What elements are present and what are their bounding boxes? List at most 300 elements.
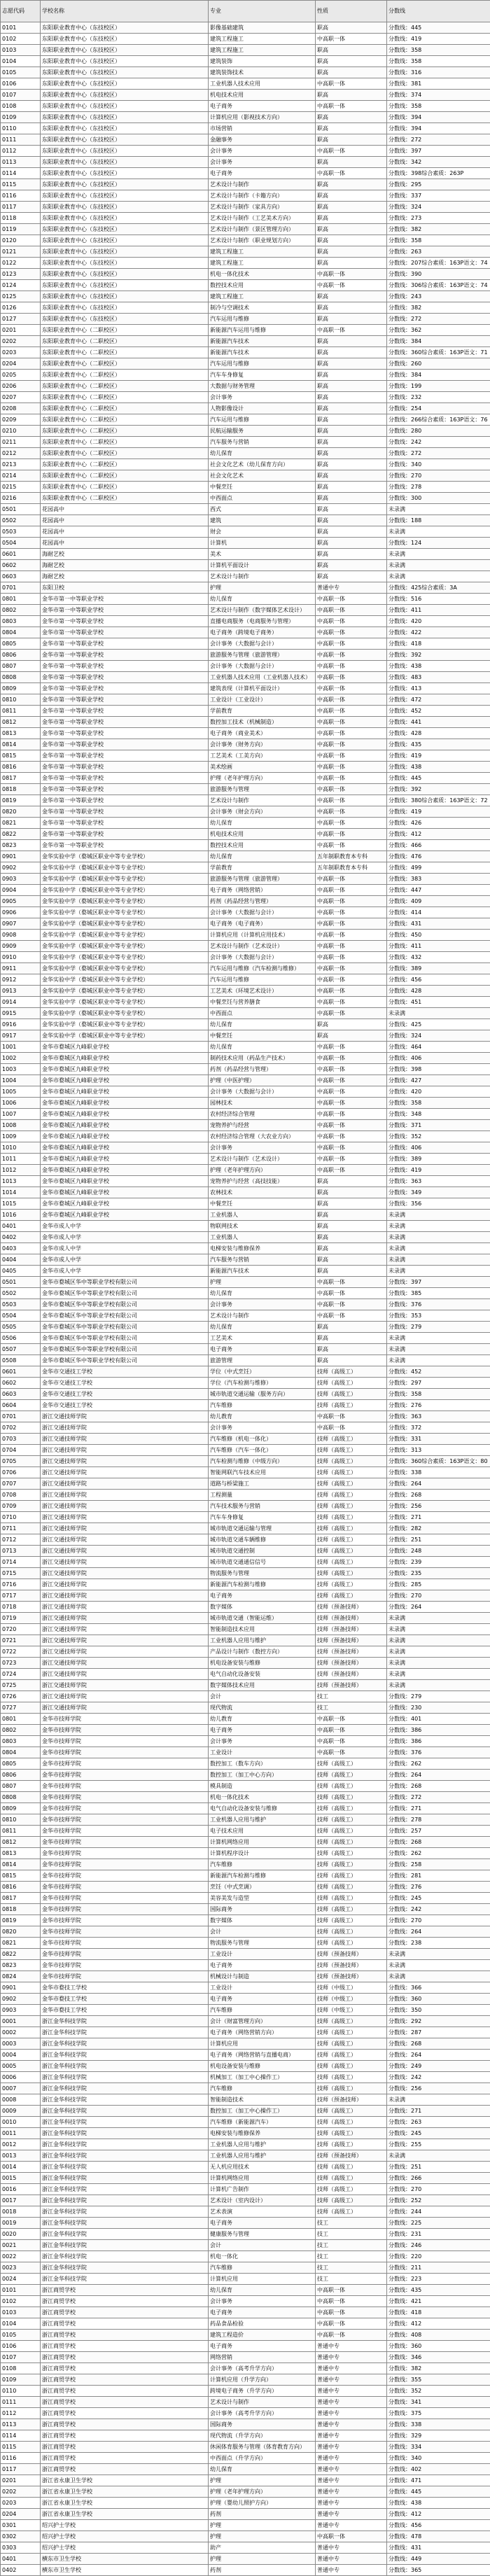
cell-score-line: 分数线：264 <box>387 1770 490 1781</box>
cell-major: 艺术设计与制作（卡籍方向） <box>209 190 316 202</box>
cell-volunteer-code: 0503 <box>1 526 41 538</box>
cell-school-type: 中高职一体 <box>316 1131 387 1142</box>
table-row <box>1 2139 490 2150</box>
cell-school-name: 金华市技师学院 <box>41 1837 209 1848</box>
cell-major: 汽车运用与维修 <box>209 414 316 426</box>
cell-school-name: 金华市成人中学 <box>41 1221 209 1232</box>
table-row <box>1 661 490 672</box>
cell-score-line: 分数线：249 <box>387 2061 490 2072</box>
cell-major: 建筑表现（计算机平面设计） <box>209 683 316 694</box>
cell-score-line: 分数线：297 <box>387 1378 490 1389</box>
cell-school-type: 技师（预备技师） <box>316 1658 387 1669</box>
cell-volunteer-code: 0906 <box>1 907 41 918</box>
table-row <box>1 1736 490 1747</box>
cell-score-line: 分数线：245 <box>387 1893 490 1904</box>
cell-score-line: 分数线：431 <box>387 2542 490 2554</box>
cell-school-name: 浙江交通技师学院 <box>41 1691 209 1702</box>
cell-school-name: 浙江交通技师学院 <box>41 1523 209 1534</box>
table-row <box>1 1411 490 1422</box>
cell-volunteer-code: 0302 <box>1 2531 41 2542</box>
cell-volunteer-code: 0106 <box>1 78 41 90</box>
cell-major: 智能网联汽车技术应用 <box>209 1467 316 1478</box>
cell-school-type: 职高 <box>316 157 387 168</box>
cell-school-type: 技师（高级工） <box>316 1546 387 1557</box>
cell-major: 产品设计与制作（数控方向） <box>209 1646 316 1658</box>
cell-volunteer-code: 0402 <box>1 2565 41 2576</box>
table-row <box>1 1949 490 1960</box>
table-row <box>1 1714 490 1725</box>
table-row <box>1 1568 490 1579</box>
cell-volunteer-code: 0006 <box>1 2072 41 2083</box>
table-row <box>1 2341 490 2352</box>
table-row <box>1 2150 490 2162</box>
cell-school-type: 中高职一体 <box>316 1154 387 1165</box>
table-row <box>1 2027 490 2038</box>
cell-score-line: 分数线：264 <box>387 1926 490 1938</box>
cell-score-line: 分数线：411 <box>387 605 490 616</box>
table-row <box>1 2094 490 2106</box>
table-row <box>1 918 490 930</box>
table-row <box>1 650 490 661</box>
cell-school-type: 普通中专 <box>316 2442 387 2453</box>
table-row <box>1 2128 490 2139</box>
cell-volunteer-code: 0023 <box>1 2262 41 2274</box>
cell-major: 建筑工程造价 <box>209 2330 316 2341</box>
cell-score-line: 分数线：279 <box>387 1691 490 1702</box>
table-row <box>1 2117 490 2128</box>
cell-school-type: 技师（高级工） <box>316 2117 387 2128</box>
cell-volunteer-code: 0202 <box>1 336 41 347</box>
cell-score-line: 未录满 <box>387 1949 490 1960</box>
cell-volunteer-code: 0207 <box>1 392 41 403</box>
cell-school-type: 中高职一体 <box>316 616 387 627</box>
cell-score-line: 分数线：352 <box>387 2386 490 2397</box>
cell-score-line: 未录满 <box>387 1266 490 1277</box>
cell-school-name: 东阳职业教育中心（东技校区） <box>41 146 209 157</box>
cell-volunteer-code: 0127 <box>1 314 41 325</box>
cell-school-type: 职高 <box>316 291 387 302</box>
cell-score-line: 未录满 <box>387 1254 490 1266</box>
cell-score-line: 分数线：422 <box>387 627 490 638</box>
table-row <box>1 1501 490 1512</box>
cell-school-name: 东阳职业教育中心（二职校区） <box>41 493 209 504</box>
cell-major: 会计事务（大数据与会计） <box>209 952 316 963</box>
cell-volunteer-code: 0704 <box>1 1445 41 1456</box>
cell-score-line: 分数线：363 <box>387 1176 490 1187</box>
cell-school-name: 浙江金华科技学院 <box>41 2218 209 2229</box>
cell-major: 幼儿保育 <box>209 1042 316 1053</box>
cell-score-line: 未录满 <box>387 549 490 560</box>
cell-volunteer-code: 0209 <box>1 414 41 426</box>
cell-score-line: 未录满 <box>387 571 490 582</box>
cell-score-line: 分数线：383 <box>387 874 490 885</box>
cell-school-name: 金华市第一中等职业学校 <box>41 594 209 605</box>
table-row <box>1 1344 490 1355</box>
table-row <box>1 1826 490 1837</box>
cell-score-line: 分数线：268 <box>387 1781 490 1792</box>
cell-score-line: 分数线：207综合素质：163P语文：74 <box>387 258 490 269</box>
cell-school-type: 技师（高级工） <box>316 2106 387 2117</box>
cell-volunteer-code: 0108 <box>1 101 41 112</box>
cell-major: 烹饪（中式烹调） <box>209 1882 316 1893</box>
cell-score-line: 分数线：389 <box>387 1154 490 1165</box>
cell-school-name: 金华市第一中等职业学校 <box>41 717 209 728</box>
cell-volunteer-code: 0501 <box>1 504 41 515</box>
cell-volunteer-code: 0117 <box>1 202 41 213</box>
table-row <box>1 1646 490 1658</box>
table-row <box>1 963 490 974</box>
cell-school-type: 职高 <box>316 213 387 224</box>
cell-school-type: 中高职一体 <box>316 2285 387 2296</box>
cell-major: 计算机网络应用 <box>209 1837 316 1848</box>
cell-major: 护理 <box>209 582 316 594</box>
table-row <box>1 1781 490 1792</box>
cell-score-line: 分数线：242 <box>387 2072 490 2083</box>
cell-major: 幼儿保育 <box>209 2285 316 2296</box>
cell-volunteer-code: 0603 <box>1 571 41 582</box>
cell-score-line: 分数线：472 <box>387 694 490 706</box>
cell-score-line: 分数线：401 <box>387 1714 490 1725</box>
cell-school-name: 东阳职业教育中心（东技校区） <box>41 34 209 45</box>
cell-major: 幼儿保育 <box>209 818 316 829</box>
table-row <box>1 504 490 515</box>
cell-school-type: 职高 <box>316 235 387 246</box>
cell-school-type: 中高职一体 <box>316 1747 387 1758</box>
cell-school-type: 技师（高级工） <box>316 1389 387 1400</box>
cell-volunteer-code: 0703 <box>1 1434 41 1445</box>
table-row <box>1 2061 490 2072</box>
cell-volunteer-code: 1006 <box>1 1098 41 1109</box>
cell-score-line: 分数线：242 <box>387 1904 490 1915</box>
cell-school-type: 职高 <box>316 45 387 56</box>
cell-school-name: 浙江交通技师学院 <box>41 1635 209 1646</box>
cell-school-name: 金华市婺城区华中等职业学校有限公司 <box>41 1310 209 1322</box>
cell-score-line: 分数线：382 <box>387 224 490 235</box>
cell-school-type: 技师（中级工） <box>316 1982 387 1994</box>
cell-school-name: 浙江交通技师学院 <box>41 1501 209 1512</box>
table-row <box>1 818 490 829</box>
cell-volunteer-code: 0501 <box>1 1277 41 1288</box>
cell-volunteer-code: 0716 <box>1 1579 41 1590</box>
cell-major: 汽车维修（汽车一体化） <box>209 1445 316 1456</box>
cell-school-name: 浙江商贸学校 <box>41 2363 209 2374</box>
cell-volunteer-code: 0109 <box>1 112 41 123</box>
cell-major: 电子商务（商业美术） <box>209 728 316 739</box>
cell-major: 汽车维修（新能源汽车） <box>209 2117 316 2128</box>
cell-score-line: 分数线：356 <box>387 1198 490 1210</box>
cell-volunteer-code: 0812 <box>1 717 41 728</box>
table-row <box>1 34 490 45</box>
cell-major: 计算机程序设计 <box>209 1848 316 1859</box>
cell-school-type: 中高职一体 <box>316 101 387 112</box>
table-row <box>1 1557 490 1568</box>
cell-school-name: 金华市成人中学 <box>41 1254 209 1266</box>
cell-major: 艺术设计与制作 <box>209 571 316 582</box>
cell-major: 现代物流 <box>209 1702 316 1714</box>
cell-school-type: 职高 <box>316 1210 387 1221</box>
cell-major: 电子商务（网络营销与直播电商） <box>209 2050 316 2061</box>
cell-school-type: 中高职一体 <box>316 1053 387 1064</box>
cell-school-type: 技师（高级工） <box>316 1568 387 1579</box>
cell-school-name: 东阳职业教育中心（二职校区） <box>41 325 209 336</box>
table-row <box>1 2442 490 2453</box>
cell-school-name: 浙江交通技师学院 <box>41 1534 209 1546</box>
cell-school-name: 金华市第一中等职业学校 <box>41 694 209 706</box>
cell-score-line: 分数线：358 <box>387 235 490 246</box>
cell-school-type: 中高职一体 <box>316 795 387 806</box>
cell-school-type: 技师（高级工） <box>316 1445 387 1456</box>
table-row <box>1 896 490 907</box>
table-row <box>1 2363 490 2374</box>
cell-score-line: 分数线：398综合素质：263P <box>387 168 490 179</box>
cell-volunteer-code: 0711 <box>1 1523 41 1534</box>
cell-volunteer-code: 0504 <box>1 1310 41 1322</box>
cell-major: 会计事务 <box>209 392 316 403</box>
cell-volunteer-code: 0009 <box>1 2106 41 2117</box>
cell-school-type: 职高 <box>316 1187 387 1198</box>
cell-school-name: 东阳职业教育中心（东技校区） <box>41 224 209 235</box>
table-row <box>1 325 490 336</box>
cell-school-type: 中高职一体 <box>316 750 387 762</box>
cell-school-type: 中高职一体 <box>316 1120 387 1131</box>
cell-major: 中餐烹饪 <box>209 1030 316 1042</box>
table-row <box>1 1792 490 1803</box>
cell-volunteer-code: 0105 <box>1 2330 41 2341</box>
cell-score-line: 未录满 <box>387 1008 490 1019</box>
cell-score-line: 分数线：349 <box>387 1187 490 1198</box>
cell-score-line: 分数线：384 <box>387 370 490 381</box>
cell-volunteer-code: 0102 <box>1 34 41 45</box>
cell-score-line: 分数线：412 <box>387 2318 490 2330</box>
cell-major: 城市轨道交通运输（服务方向） <box>209 1389 316 1400</box>
cell-volunteer-code: 0705 <box>1 1456 41 1467</box>
cell-school-type: 中高职一体 <box>316 325 387 336</box>
header-volunteer-code: 志愿代码 <box>1 1 41 22</box>
cell-score-line: 未录满 <box>387 1971 490 1982</box>
cell-school-type: 中高职一体 <box>316 706 387 717</box>
cell-major: 影像基础建筑 <box>209 22 316 34</box>
cell-school-name: 金华实验中学（婺城区职业中等专业学校） <box>41 930 209 941</box>
cell-major: 幼儿教育 <box>209 1411 316 1422</box>
cell-score-line: 未录满 <box>387 1635 490 1646</box>
cell-school-name: 东阳职业教育中心（东技校区） <box>41 269 209 280</box>
cell-major: 工业机器人应用与维护 <box>209 2139 316 2150</box>
cell-score-line: 未录满 <box>387 1344 490 1355</box>
cell-major: 艺术设计与制作（工艺美术方向） <box>209 213 316 224</box>
cell-school-type: 普通中专 <box>316 2374 387 2386</box>
table-row <box>1 1008 490 1019</box>
cell-school-type: 技师（预备技师） <box>316 1949 387 1960</box>
cell-score-line: 未录满 <box>387 560 490 571</box>
cell-school-name: 金华市技师学院 <box>41 1904 209 1915</box>
table-row <box>1 2374 490 2386</box>
cell-volunteer-code: 0602 <box>1 1378 41 1389</box>
cell-volunteer-code: 0122 <box>1 258 41 269</box>
cell-score-line: 分数线：264 <box>387 1602 490 1613</box>
table-row <box>1 1658 490 1669</box>
table-row <box>1 1064 490 1075</box>
cell-volunteer-code: 0208 <box>1 403 41 414</box>
cell-major: 机电一体化技术 <box>209 269 316 280</box>
cell-major: 市场营销 <box>209 123 316 134</box>
cell-major: 计算机 <box>209 538 316 549</box>
cell-volunteer-code: 0817 <box>1 773 41 784</box>
cell-school-name: 浙江交通技师学院 <box>41 1568 209 1579</box>
cell-score-line: 分数线：225 <box>387 2218 490 2229</box>
cell-score-line: 分数线：276 <box>387 1400 490 1411</box>
cell-volunteer-code: 0210 <box>1 426 41 437</box>
cell-school-name: 金华实验中学（婺城区职业中等专业学校） <box>41 918 209 930</box>
cell-school-name: 东阳职业教育中心（二职校区） <box>41 381 209 392</box>
cell-volunteer-code: 0801 <box>1 594 41 605</box>
cell-score-line: 分数线：350 <box>387 2005 490 2016</box>
table-row <box>1 1971 490 1982</box>
cell-score-line: 分数线：414 <box>387 907 490 918</box>
table-row <box>1 482 490 493</box>
cell-school-name: 浙江金华科技学院 <box>41 2173 209 2184</box>
cell-school-type: 技师（高级工） <box>316 2139 387 2150</box>
cell-school-type: 中高职一体 <box>316 1422 387 1434</box>
cell-school-type: 普通中专 <box>316 2509 387 2520</box>
cell-school-type: 职高 <box>316 515 387 526</box>
cell-school-name: 东阳职业教育中心（二职校区） <box>41 470 209 482</box>
cell-major: 学前教育 <box>209 862 316 874</box>
cell-major: 农林技术 <box>209 1187 316 1198</box>
cell-score-line: 分数线：386 <box>387 1736 490 1747</box>
cell-school-name: 金华市技师学院 <box>41 1848 209 1859</box>
cell-school-type: 中高职一体 <box>316 146 387 157</box>
table-row <box>1 67 490 78</box>
cell-school-type: 技师（高级工） <box>316 1814 387 1826</box>
cell-school-name: 东阳职业教育中心（二职校区） <box>41 370 209 381</box>
table-row <box>1 1232 490 1243</box>
table-row <box>1 179 490 190</box>
cell-volunteer-code: 0110 <box>1 2386 41 2397</box>
cell-volunteer-code: 0113 <box>1 157 41 168</box>
cell-score-line: 分数线：360 <box>387 1994 490 2005</box>
table-row <box>1 1904 490 1915</box>
cell-major: 会计事务 <box>209 1142 316 1154</box>
cell-school-type: 职高 <box>316 437 387 448</box>
cell-school-name: 绍兴护士学校 <box>41 2542 209 2554</box>
cell-school-type: 普通中专 <box>316 2341 387 2352</box>
cell-school-name: 金华市成人中学 <box>41 1232 209 1243</box>
cell-school-type: 职高 <box>316 123 387 134</box>
cell-major: 新能源汽车运用与维修 <box>209 325 316 336</box>
table-row <box>1 952 490 963</box>
cell-major: 电子商务 <box>209 2341 316 2352</box>
table-row <box>1 470 490 482</box>
cell-school-type: 五年制职教育本专科 <box>316 851 387 862</box>
table-row <box>1 1882 490 1893</box>
cell-volunteer-code: 0915 <box>1 1008 41 1019</box>
cell-school-name: 浙江商贸学校 <box>41 2442 209 2453</box>
cell-score-line: 分数线：384 <box>387 336 490 347</box>
cell-school-name: 金华实验中学（婺城区职业中等专业学校） <box>41 896 209 907</box>
table-row <box>1 302 490 314</box>
cell-score-line: 未录满 <box>387 504 490 515</box>
table-row <box>1 986 490 997</box>
cell-volunteer-code: 0002 <box>1 2027 41 2038</box>
cell-score-line: 分数线：348 <box>387 1109 490 1120</box>
cell-volunteer-code: 0105 <box>1 67 41 78</box>
cell-school-type: 职高 <box>316 493 387 504</box>
cell-volunteer-code: 0813 <box>1 728 41 739</box>
cell-score-line: 分数线：420 <box>387 616 490 627</box>
cell-major: 汽车维修 <box>209 2083 316 2094</box>
cell-volunteer-code: 0818 <box>1 1904 41 1915</box>
cell-score-line: 分数线：426 <box>387 818 490 829</box>
cell-major: 民航运输服务 <box>209 426 316 437</box>
cell-school-name: 浙江金华科技学院 <box>41 2229 209 2240</box>
cell-score-line: 分数线：499 <box>387 862 490 874</box>
cell-score-line: 分数线：392 <box>387 784 490 795</box>
cell-major: 建筑装饰 <box>209 56 316 67</box>
cell-school-type: 中高职一体 <box>316 784 387 795</box>
table-row <box>1 672 490 683</box>
table-row <box>1 437 490 448</box>
cell-school-type: 职高 <box>316 1344 387 1355</box>
cell-school-type: 中高职一体 <box>316 650 387 661</box>
cell-school-type: 技师（高级工） <box>316 2173 387 2184</box>
table-row <box>1 1725 490 1736</box>
cell-school-name: 金华市技师学院 <box>41 1747 209 1758</box>
cell-school-type: 中高职一体 <box>316 829 387 840</box>
cell-school-name: 金华市第一中等职业学校 <box>41 840 209 851</box>
cell-major: 工程测量 <box>209 1490 316 1501</box>
cell-school-type: 职高 <box>316 538 387 549</box>
cell-volunteer-code: 0812 <box>1 1837 41 1848</box>
cell-score-line: 分数线：272 <box>387 448 490 459</box>
cell-school-name: 浙江金华科技学院 <box>41 2150 209 2162</box>
cell-volunteer-code: 0816 <box>1 1882 41 1893</box>
cell-major: 农村经济综合管理 <box>209 1109 316 1120</box>
cell-score-line: 分数线：376 <box>387 1299 490 1310</box>
cell-school-type: 普通中专 <box>316 2408 387 2419</box>
table-row <box>1 202 490 213</box>
cell-school-name: 海耐艺校 <box>41 560 209 571</box>
cell-volunteer-code: 0007 <box>1 2083 41 2094</box>
table-row <box>1 694 490 706</box>
cell-volunteer-code: 0809 <box>1 1803 41 1814</box>
cell-school-type: 技师（高级工） <box>316 1837 387 1848</box>
cell-school-name: 金华实验中学（婺城区职业中等专业学校） <box>41 907 209 918</box>
cell-score-line: 分数线：346 <box>387 2352 490 2363</box>
table-row <box>1 795 490 806</box>
table-row <box>1 1075 490 1086</box>
cell-score-line: 分数线：273 <box>387 213 490 224</box>
cell-score-line: 分数线：380综合素质：163P语文：72 <box>387 795 490 806</box>
cell-school-name: 东阳职业教育中心（东技校区） <box>41 314 209 325</box>
cell-major: 会计事务（高考升学方向） <box>209 2408 316 2419</box>
cell-school-type: 普通中专 <box>316 2430 387 2442</box>
cell-major: 会计事务 <box>209 157 316 168</box>
cell-school-name: 东阳职业教育中心（东技校区） <box>41 190 209 202</box>
cell-school-name: 金华市婺城区九峰职业学校 <box>41 1075 209 1086</box>
cell-score-line: 分数线：329 <box>387 2430 490 2442</box>
cell-school-name: 浙江交通技师学院 <box>41 1624 209 1635</box>
cell-major: 人物影像设计 <box>209 403 316 414</box>
cell-score-line: 分数线：268 <box>387 1837 490 1848</box>
cell-school-name: 浙江金华科技学院 <box>41 2184 209 2195</box>
cell-score-line: 分数线：438 <box>387 762 490 773</box>
cell-score-line: 分数线：235 <box>387 1568 490 1579</box>
cell-school-type: 中高职一体 <box>316 840 387 851</box>
cell-school-name: 金华实验中学（婺城区职业中等专业学校） <box>41 862 209 874</box>
cell-school-type: 中高职一体 <box>316 1098 387 1109</box>
table-row <box>1 1254 490 1266</box>
cell-volunteer-code: 0013 <box>1 2150 41 2162</box>
